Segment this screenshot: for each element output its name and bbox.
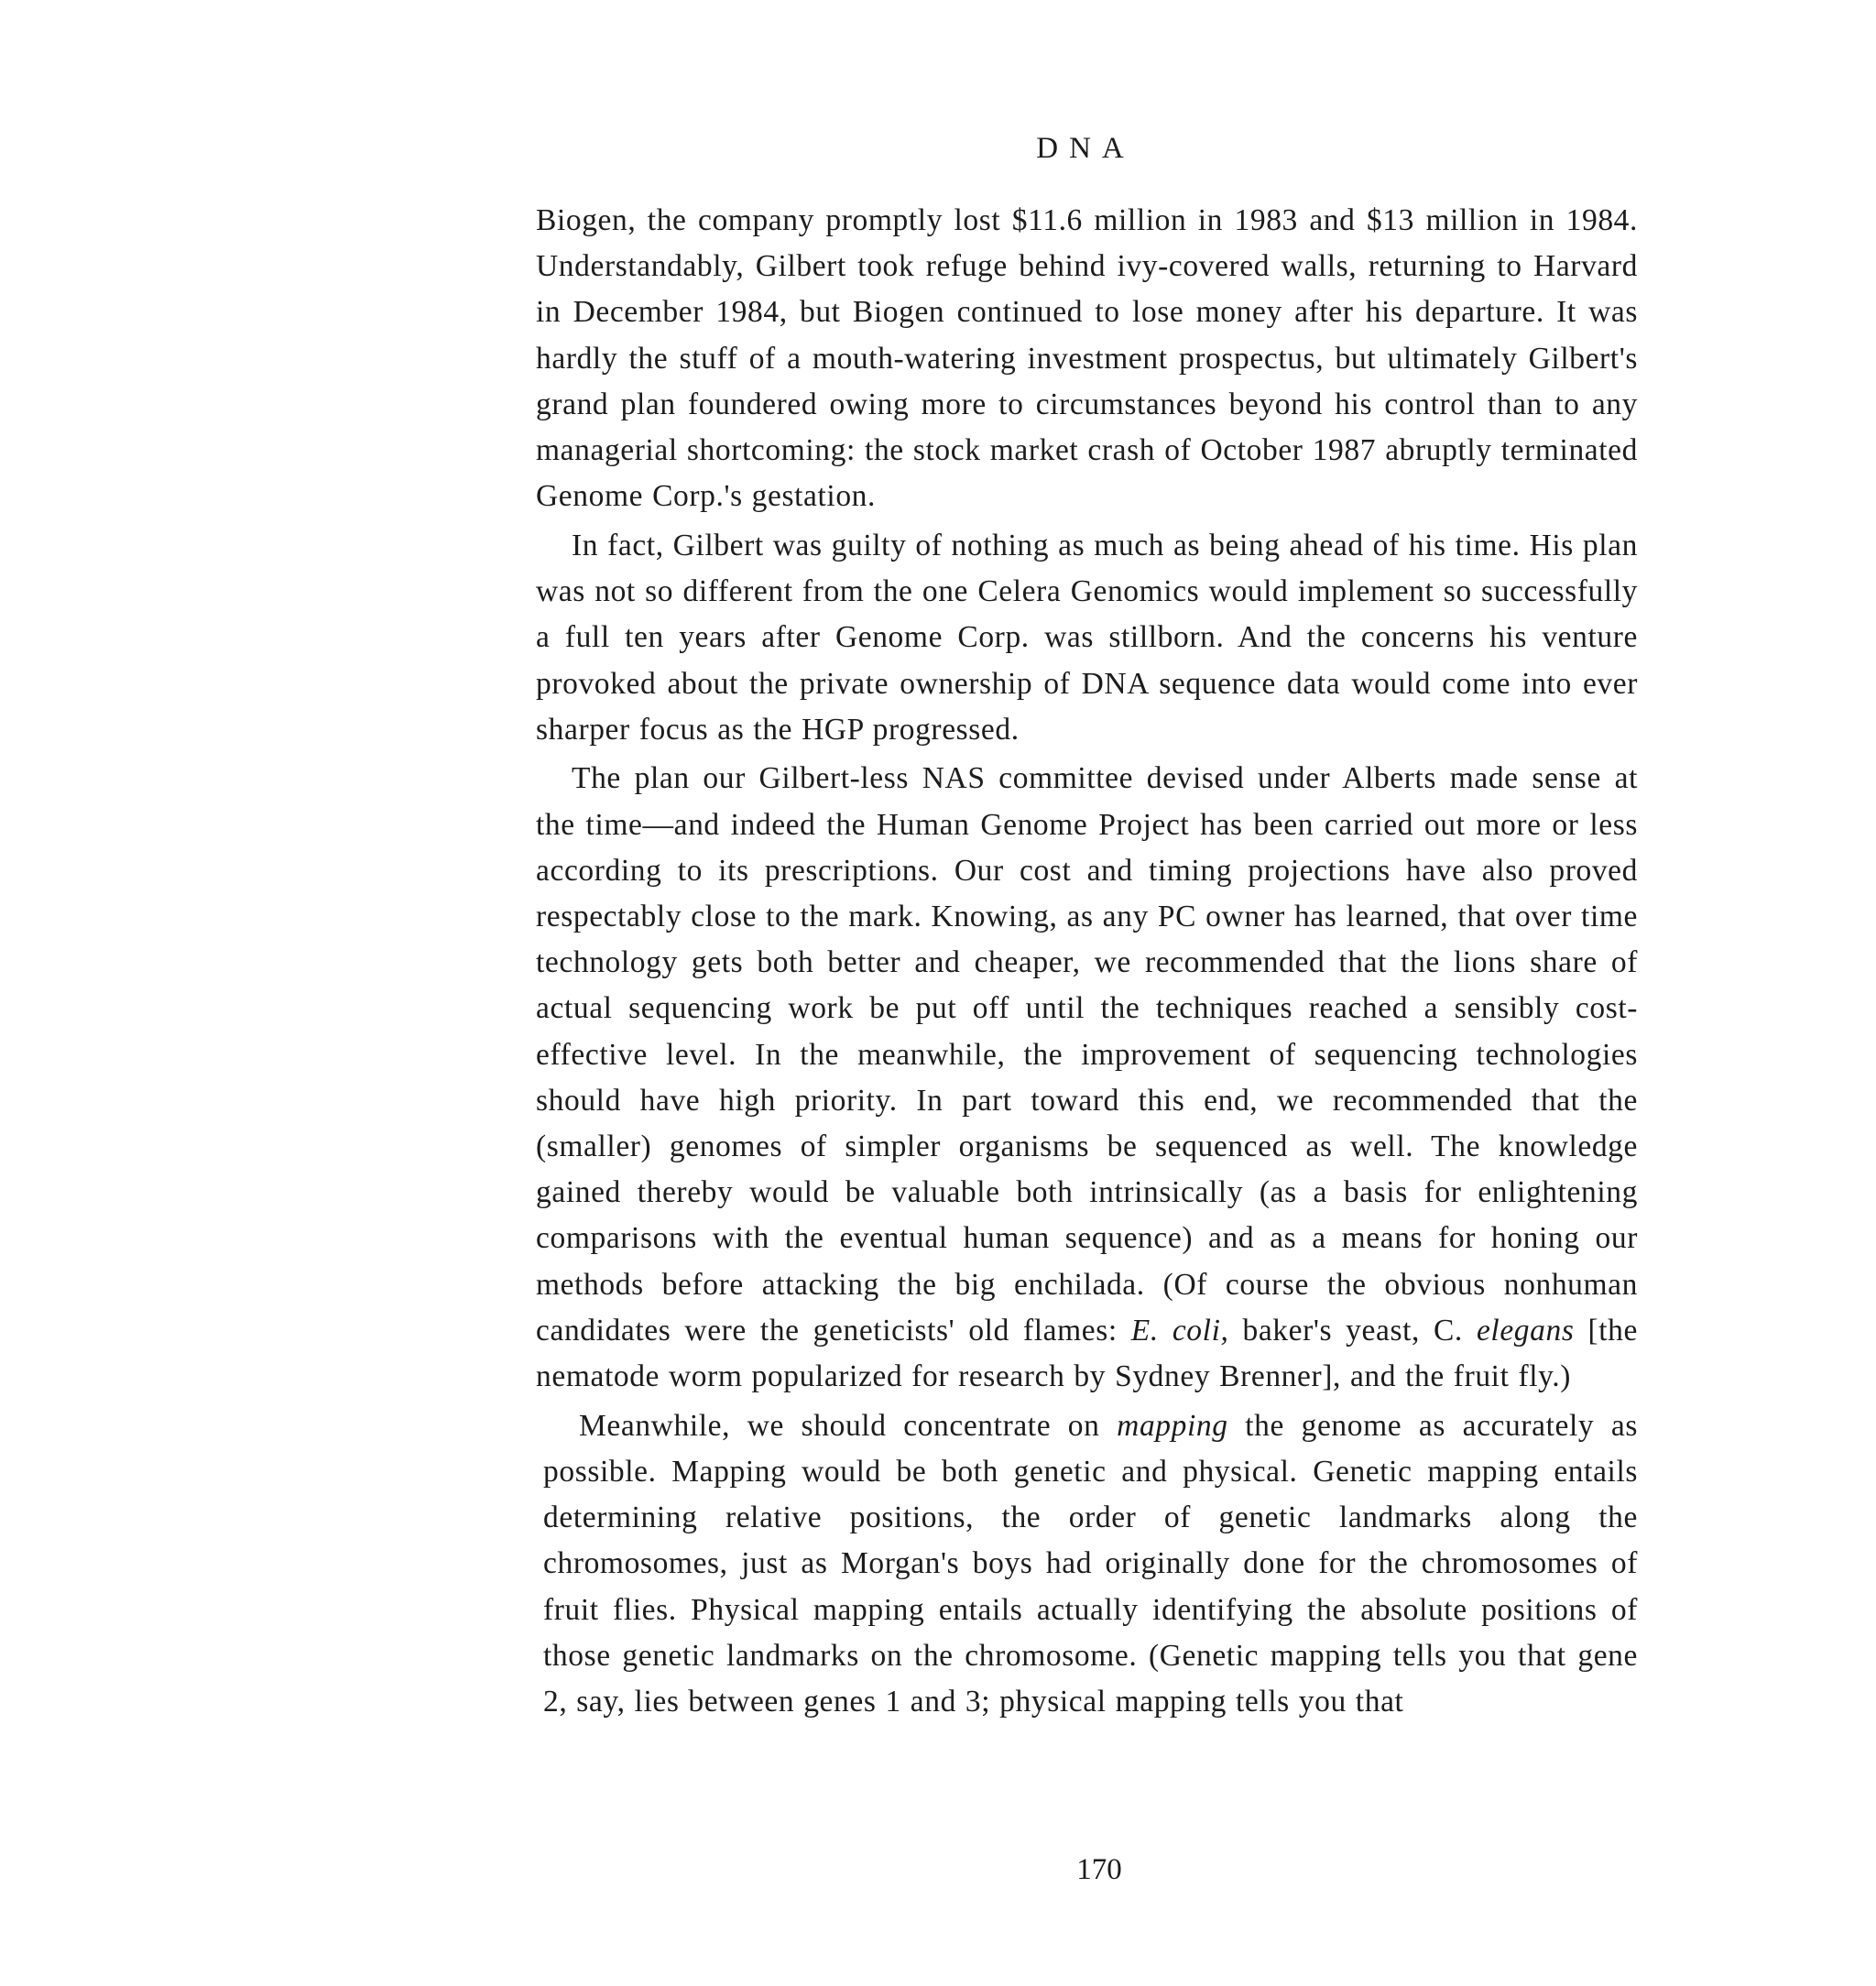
- paragraph-3-text-c: [the nematode worm popularized for research by Sydney Brenner], and the fruit fly.): [536, 1313, 1638, 1394]
- paragraph-4-text-a: Meanwhile, we should concentrate on: [579, 1408, 1118, 1443]
- paragraph-1: Biogen, the company promptly lost $11.6 million in 1983 and $13 million in 1984. Understandably, Gilbert took refuge behind ivy-covered walls, returning to Harvard in December 1984, but Biogen continued to lose money after his departure. It was hardly the stuff of a mouth-watering investment prospectus, but ultimately Gilbert's grand plan foundered owing more to circumstances beyond his control than to any managerial shortcoming: the stock market crash of October 1987 abruptly terminated Genome Corp.'s gestation.: [536, 203, 1638, 514]
- paragraph-4: [543, 1403, 1638, 1725]
- running-head: DNA: [1036, 132, 1135, 165]
- paragraph-3-text-a: The plan our Gilbert-less NAS committee devised under Alberts made sense at the time—and indeed the Human Genome Project has been carried out more or less according to its prescriptions. Our cost and timing projections have also proved respectably close to the mark. Knowing, as any PC owner has learned, that over time technology gets both better and cheaper, we recommended that the lions share of actual sequencing work be put off until the techniques reached a sensibly cost-effective level. In the meanwhile, the improvement of sequencing technologies should have high priority. In part toward this end, we recommended that the (smaller) genomes of simpler organisms be sequenced as well. The knowledge gained thereby would be valuable both intrinsically (as a basis for enlightening comparisons with the eventual human sequence) and as a means for honing our methods before attacking the big enchilada. (Of course the obvious nonhuman candidates were the geneticists' old flames:: [536, 761, 1638, 1348]
- paragraph-4-text-b: the genome as accurately as possible. Mapping would be both genetic and physical. Genetic mapping entails determining relative positions, the order of genetic landmarks along the chromosomes, just as Morgan's boys had originally done for the chromosomes of fruit flies. Physical mapping entails actually identifying the absolute positions of those genetic landmarks on the chromosome. (Genetic mapping tells you that gene 2, say, lies between genes 1 and 3; physical mapping tells you that: [543, 1408, 1639, 1719]
- italic-e-coli: E. coli,: [1130, 1313, 1229, 1348]
- paragraph-3: [536, 756, 1638, 1400]
- italic-mapping: mapping: [1117, 1408, 1228, 1443]
- paragraph-3-text-b: baker's yeast, C.: [1228, 1313, 1477, 1348]
- paragraph-2: In fact, Gilbert was guilty of nothing as much as being ahead of his time. His plan was not so different from the one Celera Genomics would implement so successfully a full ten years after Genome Corp. was stillborn. And the concerns his venture provoked about the private ownership of DNA sequence data would come into ever sharper focus as the HGP progressed.: [536, 528, 1638, 747]
- page-number: 170: [1076, 1853, 1122, 1886]
- italic-elegans: elegans: [1476, 1313, 1575, 1348]
- body-text: [536, 198, 1638, 1729]
